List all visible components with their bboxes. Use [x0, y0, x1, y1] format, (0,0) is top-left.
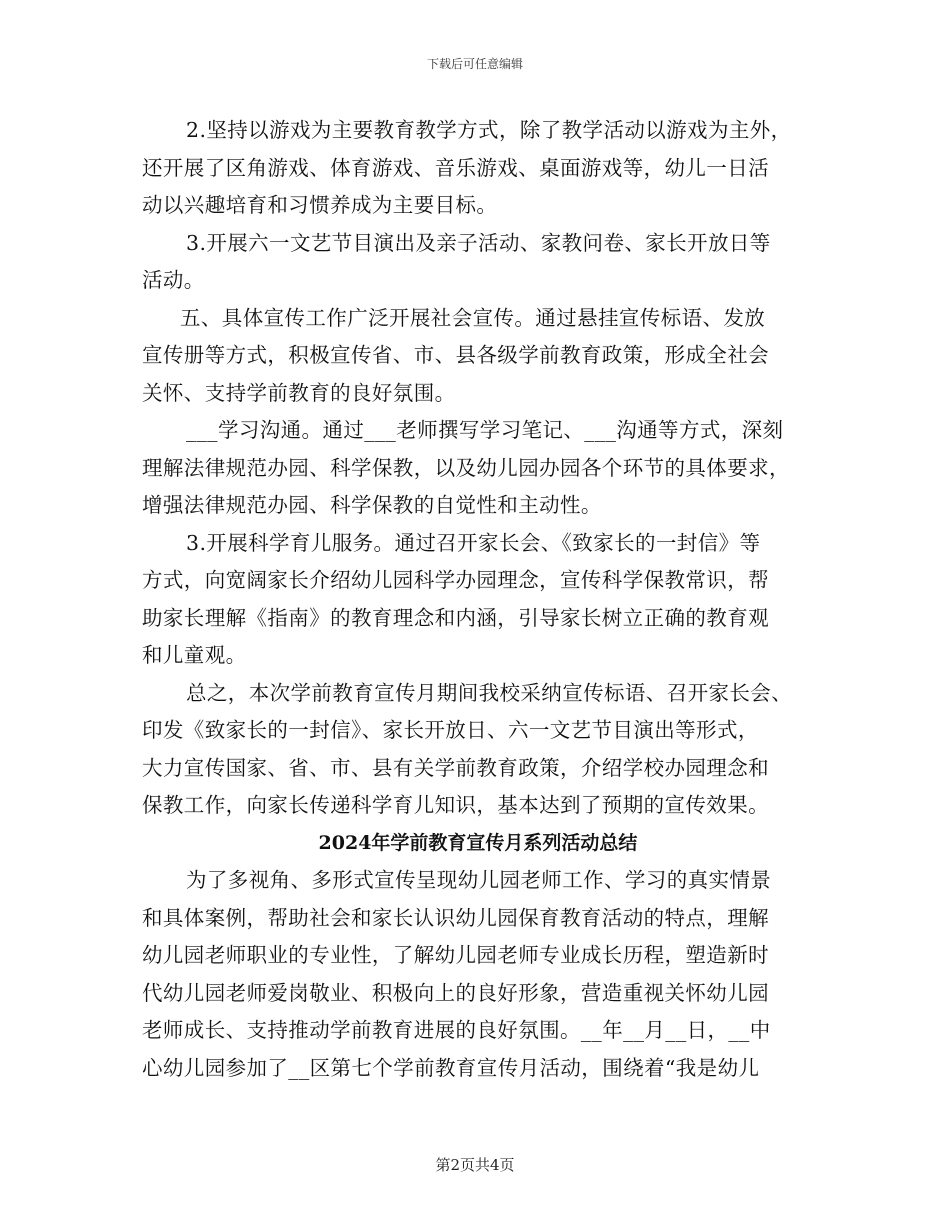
text-line: 心幼儿园参加了__区第七个学前教育宣传月活动，围绕着“我是幼儿 — [142, 1055, 760, 1080]
text-line: 活动。 — [142, 268, 205, 292]
paragraph — [142, 525, 814, 675]
paragraph — [142, 412, 814, 525]
text-line: 大力宣传国家、省、市、县有关学前教育政策，介绍学校办园理念和 — [142, 755, 769, 780]
header-note: 下载后可任意编辑 — [426, 57, 523, 71]
text-line: 宣传册等方式，积极宣传省、市、县各级学前教育政策，形成全社会 — [142, 343, 769, 367]
text-line: 3.开展科学育儿服务。通过召开家长会、《致家长的一封信》等 — [186, 530, 761, 555]
text-line: 和具体案例，帮助社会和家长认识幼儿园保育教育活动的特点，理解 — [142, 905, 769, 930]
text-line: 代幼儿园老师爱岗敬业、积极向上的良好形象，营造重视关怀幼儿园 — [142, 980, 769, 1005]
section-title: 2024年学前教育宣传月系列活动总结 — [318, 831, 638, 854]
text-line: 方式，向宽阔家长介绍幼儿园科学办园理念，宣传科学保教常识，帮 — [142, 568, 769, 592]
paragraph — [142, 225, 814, 300]
paragraph — [142, 300, 814, 413]
text-line: 幼儿园老师职业的专业性，了解幼儿园老师专业成长历程，塑造新时 — [142, 943, 769, 967]
text-line: 关怀、支持学前教育的良好氛围。 — [142, 380, 456, 405]
paragraph — [142, 862, 814, 1087]
text-line: 老师成长、支持推动学前教育进展的良好氛围。__年__月__日，__中 — [142, 1018, 771, 1042]
text-line: 动以兴趣培育和习惯养成为主要目标。 — [142, 193, 498, 217]
text-line: 理解法律规范办园、科学保教，以及幼儿园办园各个环节的具体要求， — [142, 455, 790, 480]
text-line: 2.坚持以游戏为主要教育教学方式，除了教学活动以游戏为主外， — [186, 118, 792, 142]
text-line: 保教工作，向家长传递科学育儿知识，基本达到了预期的宣传效果。 — [142, 793, 769, 817]
text-line: 助家长理解《指南》的教育理念和内涵，引导家长树立正确的教育观 — [142, 605, 769, 630]
document-body — [142, 112, 814, 1087]
paragraph — [142, 112, 814, 225]
text-line: 印发《致家长的一封信》、家长开放日、六一文艺节目演出等形式， — [142, 718, 759, 742]
paragraph — [142, 675, 814, 825]
text-line: 总之，本次学前教育宣传月期间我校采纳宣传标语、召开家长会、 — [186, 680, 793, 705]
page-number: 第2页共4页 — [435, 1156, 515, 1174]
text-line: 和儿童观。 — [142, 643, 247, 667]
text-line: 3.开展六一文艺节目演出及亲子活动、家教问卷、家长开放日等 — [186, 230, 771, 255]
text-line: 还开展了区角游戏、体育游戏、音乐游戏、桌面游戏等，幼儿一日活 — [142, 155, 769, 180]
text-line: 为了多视角、多形式宣传呈现幼儿园老师工作、学习的真实情景 — [186, 868, 772, 892]
text-line: 增强法律规范办园、科学保教的自觉性和主动性。 — [142, 493, 602, 517]
text-line: 五、具体宣传工作广泛开展社会宣传。通过悬挂宣传标语、发放 — [180, 305, 766, 330]
text-line: ___学习沟通。通过___老师撰写学习笔记、___沟通等方式，深刻 — [186, 418, 784, 442]
